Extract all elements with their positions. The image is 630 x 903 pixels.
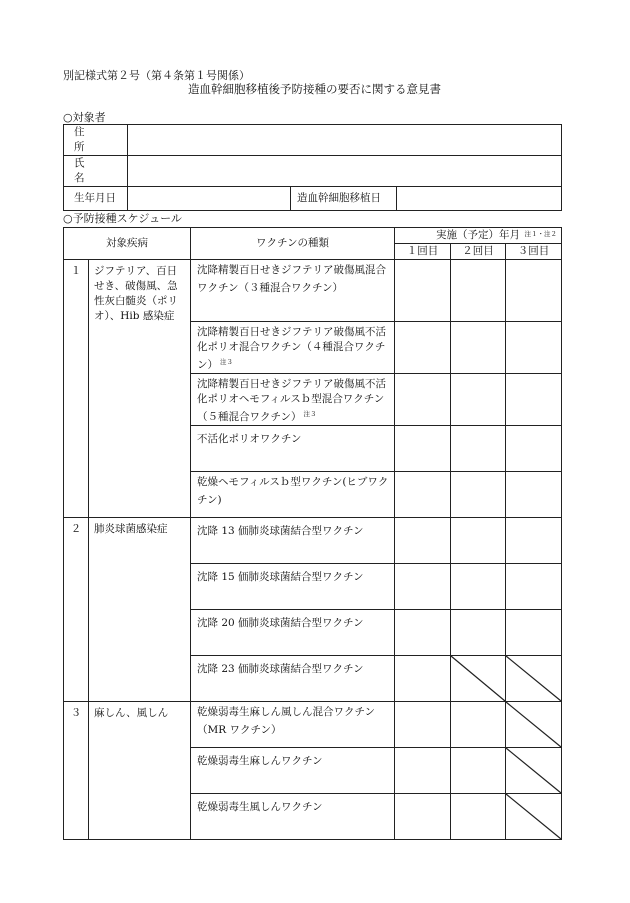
dose-3-cell[interactable] bbox=[506, 518, 562, 564]
dose-1-cell[interactable] bbox=[395, 794, 451, 840]
dose-2-cell[interactable] bbox=[451, 702, 506, 748]
dose-2-cell[interactable] bbox=[451, 472, 506, 518]
vaccine-name: 乾燥弱毒生麻しんワクチン bbox=[191, 748, 395, 794]
vaccine-name: 沈降 15 価肺炎球菌結合型ワクチン bbox=[191, 564, 395, 610]
dose-1-header: １回目 bbox=[395, 244, 451, 260]
table-row bbox=[64, 518, 562, 564]
dose-1-cell[interactable] bbox=[395, 472, 451, 518]
dose-1-cell[interactable] bbox=[395, 518, 451, 564]
subject-section-heading: ○対象者 bbox=[63, 111, 106, 124]
dose-3-cell[interactable] bbox=[506, 260, 562, 322]
dose-2-header: ２回目 bbox=[451, 244, 506, 260]
dose-2-not-applicable-cell bbox=[451, 656, 506, 702]
subject-table bbox=[63, 124, 562, 211]
address-label: 住 所 bbox=[64, 125, 128, 156]
dose-3-cell[interactable] bbox=[506, 472, 562, 518]
dose-2-cell[interactable] bbox=[451, 374, 506, 426]
dose-3-not-applicable-cell bbox=[506, 794, 562, 840]
col-disease-header: 対象疾病 bbox=[64, 228, 191, 260]
dose-2-cell[interactable] bbox=[451, 518, 506, 564]
dose-3-cell[interactable] bbox=[506, 610, 562, 656]
dose-2-cell[interactable] bbox=[451, 322, 506, 374]
birthdate-label: 生年月日 bbox=[64, 187, 128, 211]
dose-1-cell[interactable] bbox=[395, 564, 451, 610]
dose-2-cell[interactable] bbox=[451, 748, 506, 794]
group-number: ２ bbox=[64, 518, 89, 702]
dose-3-not-applicable-cell bbox=[506, 702, 562, 748]
vaccine-name: 沈降 13 価肺炎球菌結合型ワクチン bbox=[191, 518, 395, 564]
dose-3-not-applicable-cell bbox=[506, 748, 562, 794]
schedule-section-heading: ○予防接種スケジュール bbox=[63, 212, 182, 225]
dose-2-cell[interactable] bbox=[451, 564, 506, 610]
dose-1-cell[interactable] bbox=[395, 322, 451, 374]
col-vaccine-header: ワクチンの種類 bbox=[191, 228, 395, 260]
vaccine-name: 沈降精製百日せきジフテリア破傷風不活化ポリオ混合ワクチン（４種混合ワクチン） $^{注3}$ bbox=[191, 322, 395, 374]
dose-3-cell[interactable] bbox=[506, 374, 562, 426]
vaccine-name: 乾燥ヘモフィルスｂ型ワクチン(ヒブワクチン) bbox=[191, 472, 395, 518]
dose-3-header: ３回目 bbox=[506, 244, 562, 260]
dose-3-cell[interactable] bbox=[506, 322, 562, 374]
dose-2-cell[interactable] bbox=[451, 794, 506, 840]
transplant-date-label: 造血幹細胞移植日 bbox=[291, 187, 397, 211]
dose-1-cell[interactable] bbox=[395, 426, 451, 472]
name-row bbox=[64, 156, 562, 187]
address-row bbox=[64, 125, 562, 156]
transplant-date-field[interactable] bbox=[397, 187, 562, 211]
dose-1-cell[interactable] bbox=[395, 260, 451, 322]
vaccine-name: 乾燥弱毒生麻しん風しん混合ワクチン（MR ワクチン） bbox=[191, 702, 395, 748]
table-row bbox=[64, 702, 562, 748]
dose-1-cell[interactable] bbox=[395, 610, 451, 656]
dose-2-cell[interactable] bbox=[451, 260, 506, 322]
document-title: 造血幹細胞移植後予防接種の要否に関する意見書 bbox=[188, 82, 441, 96]
dose-1-cell[interactable] bbox=[395, 748, 451, 794]
vaccine-name: 沈降精製百日せきジフテリア破傷風混合ワクチン（３種混合ワクチン） bbox=[191, 260, 395, 322]
disease-name: 肺炎球菌感染症 bbox=[89, 518, 191, 702]
dose-1-cell[interactable] bbox=[395, 656, 451, 702]
date-row bbox=[64, 187, 562, 211]
form-number: 別記様式第２号（第４条第１号関係） bbox=[63, 69, 250, 82]
group-number: ３ bbox=[64, 702, 89, 840]
dose-3-cell[interactable] bbox=[506, 426, 562, 472]
disease-name: ジフテリア、百日せき、破傷風、急性灰白髄炎（ポリオ）、Hib 感染症 bbox=[89, 260, 191, 518]
dose-2-cell[interactable] bbox=[451, 426, 506, 472]
dose-1-cell[interactable] bbox=[395, 374, 451, 426]
schedule-table bbox=[63, 227, 562, 840]
address-field[interactable] bbox=[128, 125, 562, 156]
vaccine-name: 沈降 20 価肺炎球菌結合型ワクチン bbox=[191, 610, 395, 656]
dose-1-cell[interactable] bbox=[395, 702, 451, 748]
name-field[interactable] bbox=[128, 156, 562, 187]
col-date-header: 実施（予定）年月 注１・注２ bbox=[395, 228, 562, 244]
birthdate-field[interactable] bbox=[128, 187, 291, 211]
vaccine-name: 乾燥弱毒生風しんワクチン bbox=[191, 794, 395, 840]
table-row bbox=[64, 260, 562, 322]
date-header-note: 注１・注２ bbox=[524, 230, 558, 238]
vaccine-name: 不活化ポリオワクチン bbox=[191, 426, 395, 472]
dose-3-not-applicable-cell bbox=[506, 656, 562, 702]
vaccine-name: 沈降 23 価肺炎球菌結合型ワクチン bbox=[191, 656, 395, 702]
vaccine-name: 沈降精製百日せきジフテリア破傷風不活化ポリオヘモフィルスｂ型混合ワクチン（５種混合ワクチン） $^{注3}$ bbox=[191, 374, 395, 426]
dose-3-cell[interactable] bbox=[506, 564, 562, 610]
dose-2-cell[interactable] bbox=[451, 610, 506, 656]
disease-name: 麻しん、風しん bbox=[89, 702, 191, 840]
name-label: 氏 名 bbox=[64, 156, 128, 187]
group-number: １ bbox=[64, 260, 89, 518]
